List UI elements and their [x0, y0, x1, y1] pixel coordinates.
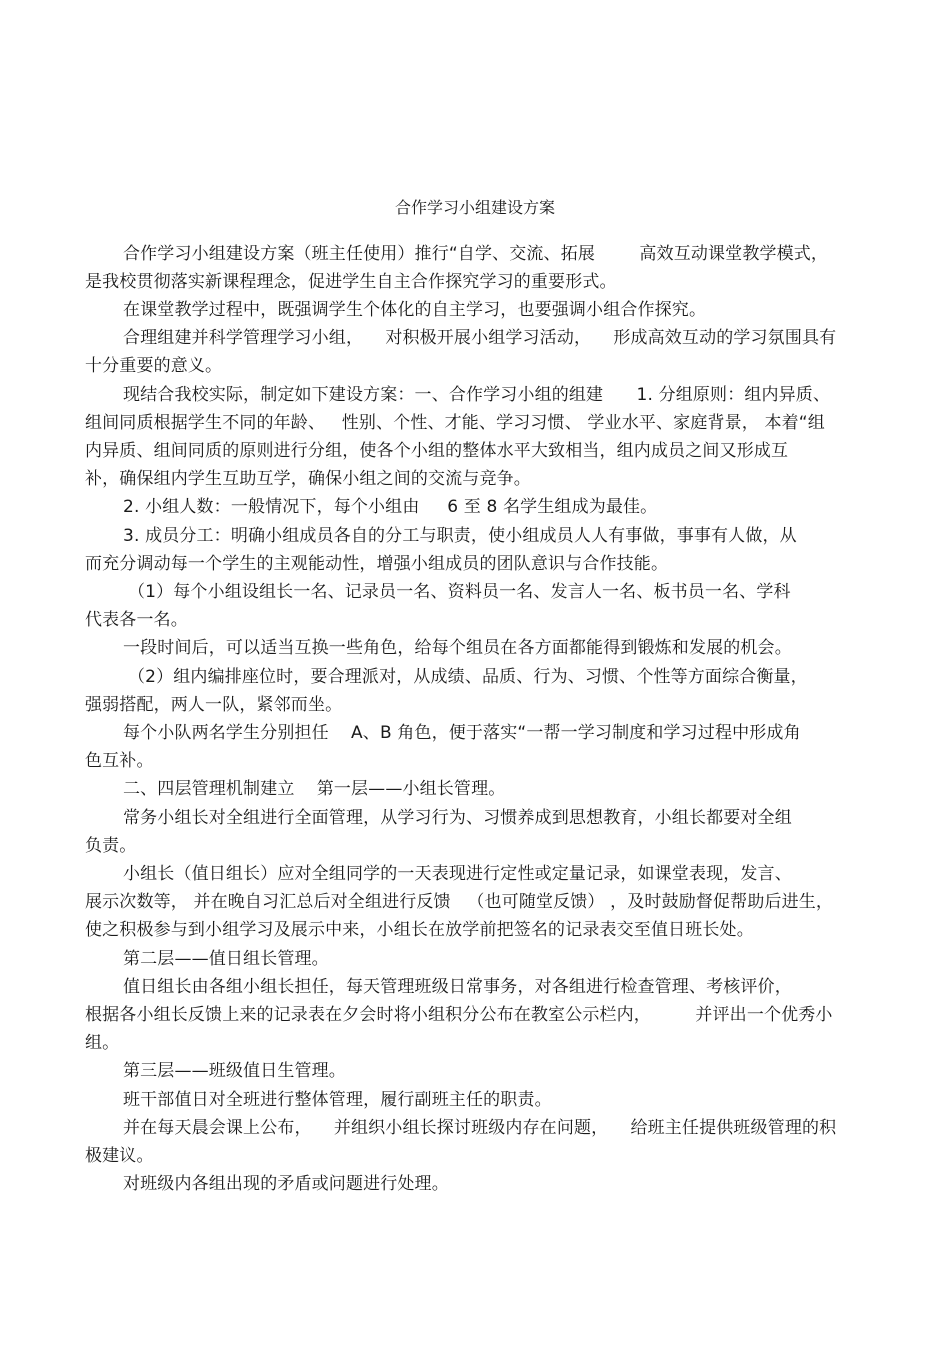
- document-title: 合作学习小组建设方案: [394, 198, 555, 217]
- paragraph-line: 极建议。: [85, 1146, 154, 1166]
- paragraph-line: 常务小组长对全组进行全面管理，从学习行为、习惯养成到思想教育，小组长都要对全组: [123, 808, 792, 828]
- paragraph-line: 并在每天晨会课上公布， 并组织小组长探讨班级内存在问题， 给班主任提供班级管理的积: [123, 1118, 837, 1138]
- paragraph-line: 组。: [85, 1033, 120, 1053]
- paragraph-line: 对班级内各组出现的矛盾或问题进行处理。: [123, 1174, 449, 1194]
- paragraph-line: 2. 小组人数：一般情况下，每个小组由 6 至 8 名学生组成为最佳。: [123, 497, 658, 517]
- paragraph-line: 色互补。: [85, 751, 154, 771]
- paragraph-line: 班干部值日对全班进行整体管理，履行副班主任的职责。: [123, 1090, 552, 1110]
- paragraph-line: 组间同质根据学生不同的年龄、 性别、个性、才能、学习习惯、 学业水平、家庭背景， 本着“组: [85, 413, 825, 433]
- paragraph-line: 负责。: [85, 836, 137, 856]
- paragraph-line: 补，确保组内学生互助互学，确保小组之间的交流与竞争。: [85, 469, 531, 489]
- paragraph-line: 第三层——班级值日生管理。: [123, 1061, 346, 1081]
- paragraph-line: 展示次数等， 并在晚自习汇总后对全组进行反馈 （也可随堂反馈） ，及时鼓励督促帮助后进生，: [85, 892, 834, 912]
- paragraph-line: 每个小队两名学生分别担任 A、B 角色，便于落实“一帮一学习制度和学习过程中形成角: [123, 723, 801, 743]
- paragraph-line: 第二层——值日组长管理。: [123, 949, 329, 969]
- paragraph-line: 使之积极参与到小组学习及展示中来，小组长在放学前把签名的记录表交至值日班长处。: [85, 920, 754, 940]
- paragraph-line: 小组长（值日组长）应对全组同学的一天表现进行定性或定量记录，如课堂表现，发言、: [123, 864, 792, 884]
- paragraph-line: 十分重要的意义。: [85, 356, 223, 376]
- paragraph-line: 一段时间后，可以适当互换一些角色，给每个组员在各方面都能得到锻炼和发展的机会。: [123, 638, 792, 658]
- paragraph-line: 在课堂教学过程中，既强调学生个体化的自主学习，也要强调小组合作探究。: [123, 300, 707, 320]
- paragraph-line: 强弱搭配，两人一队，紧邻而坐。: [85, 695, 343, 715]
- paragraph-line: 值日组长由各组小组长担任，每天管理班级日常事务，对各组进行检查管理、考核评价，: [123, 977, 792, 997]
- paragraph-line: （2）组内编排座位时，要合理派对，从成绩、品质、行为、习惯、个性等方面综合衡量，: [128, 667, 808, 687]
- paragraph-line: 根据各小组长反馈上来的记录表在夕会时将小组积分公布在教室公示栏内， 并评出一个优秀小: [85, 1005, 833, 1025]
- paragraph-line: 合作学习小组建设方案（班主任使用）推行“自学、交流、拓展 高效互动课堂教学模式，: [123, 244, 829, 264]
- paragraph-line: 合理组建并科学管理学习小组， 对积极开展小组学习活动， 形成高效互动的学习氛围具有: [123, 328, 837, 348]
- paragraph-line: 现结合我校实际，制定如下建设方案：一、合作学习小组的组建 1. 分组原则：组内异质、: [123, 385, 831, 405]
- paragraph-line: 二、四层管理机制建立 第一层——小组长管理。: [123, 779, 506, 799]
- paragraph-line: 3. 成员分工：明确小组成员各自的分工与职责，使小组成员人人有事做，事事有人做，从: [123, 526, 797, 546]
- paragraph-line: 是我校贯彻落实新课程理念，促进学生自主合作探究学习的重要形式。: [85, 272, 617, 292]
- paragraph-line: （1）每个小组设组长一名、记录员一名、资料员一名、发言人一名、板书员一名、学科: [128, 582, 791, 602]
- paragraph-line: 代表各一名。: [85, 610, 188, 630]
- paragraph-line: 内异质、组间同质的原则进行分组，使各个小组的整体水平大致相当，组内成员之间又形成互: [85, 441, 789, 461]
- paragraph-line: 而充分调动每一个学生的主观能动性，增强小组成员的团队意识与合作技能。: [85, 554, 669, 574]
